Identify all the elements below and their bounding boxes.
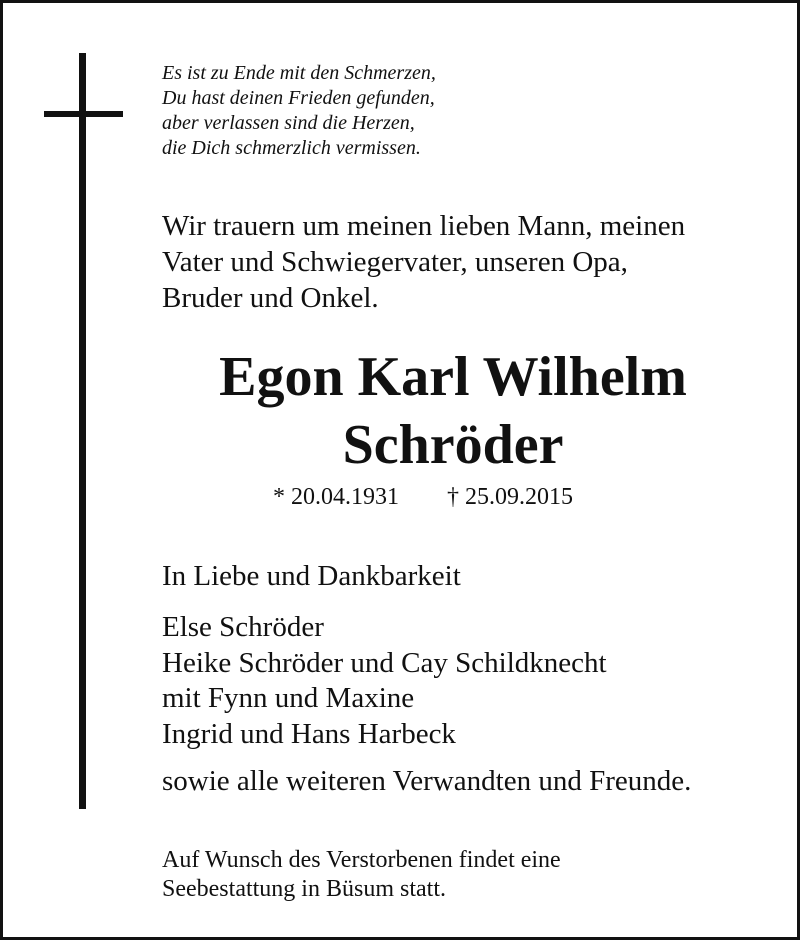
deceased-surname: Schröder [342,414,564,476]
birth-date: * 20.04.1931 [273,484,399,510]
list-item: Heike Schröder und Cay Schildknecht [162,646,607,679]
poem-line: Es ist zu Ende mit den Schmerzen, [162,62,436,84]
burial-note-line: Auf Wunsch des Verstorbenen findet eine [162,847,561,873]
relatives-line: sowie alle weiteren Verwandten und Freunde. [162,765,692,797]
list-item: Ingrid und Hans Harbeck [162,717,456,750]
poem-verse [162,61,722,161]
intro-line: Bruder und Onkel. [162,282,379,314]
deceased-name [103,343,800,479]
intro-line: Vater und Schwiegervater, unseren Opa, [162,246,628,278]
intro-line: Wir trauern um meinen lieben Mann, meinen [162,210,686,242]
deceased-given-names: Egon Karl Wilhelm [219,346,687,408]
life-dates [273,482,753,512]
mourning-intro [162,208,762,316]
poem-line: die Dich schmerzlich vermissen. [162,137,421,159]
list-item: mit Fynn und Maxine [162,682,415,714]
closing-phrase: In Liebe und Dankbarkeit [162,560,461,592]
cross-horizontal-bar [44,111,123,117]
poem-line: Du hast deinen Frieden gefunden, [162,87,435,109]
burial-note [162,846,722,904]
burial-note-line: Seebestattung in Büsum statt. [162,876,446,902]
cross-vertical-bar [79,53,86,809]
list-item: Else Schröder [162,611,324,643]
death-date: † 25.09.2015 [447,484,573,510]
poem-line: aber verlassen sind die Herzen, [162,112,415,134]
mourners-list [162,610,782,752]
